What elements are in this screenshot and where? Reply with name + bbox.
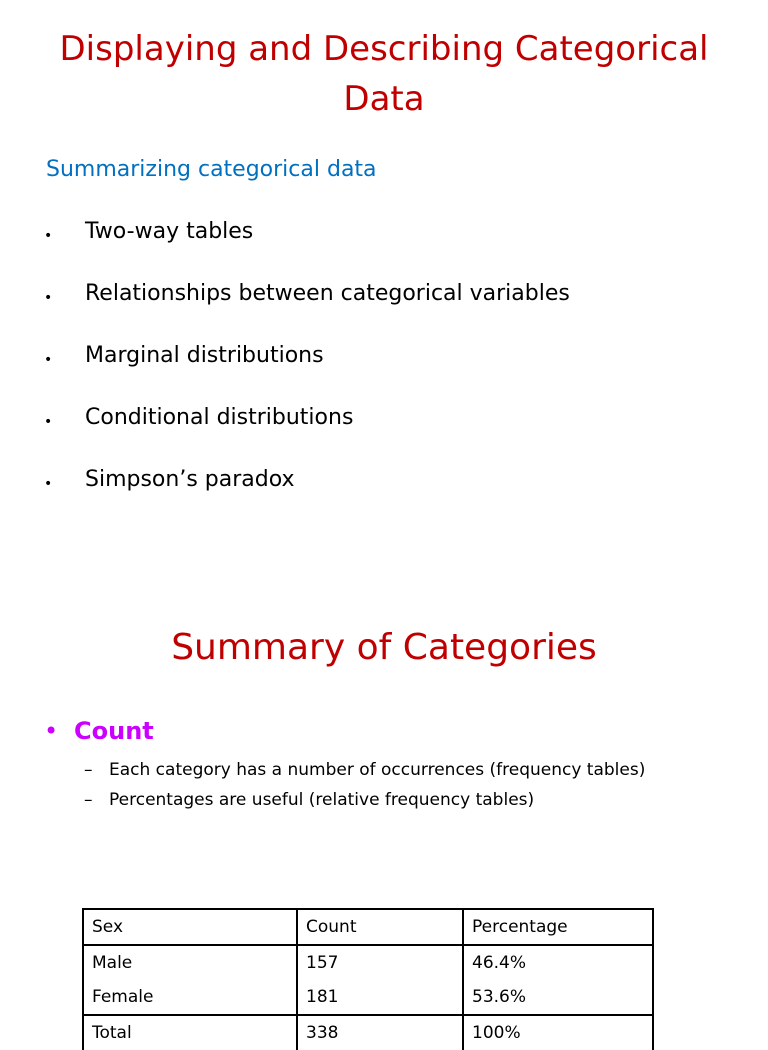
bullet-icon: •: [44, 476, 53, 492]
bullet-icon: •: [44, 414, 53, 430]
frequency-table: [82, 908, 654, 1050]
table-cell: 100%: [463, 1015, 653, 1050]
bullet-icon: •: [44, 352, 53, 368]
list-item-text: Conditional distributions: [85, 405, 354, 430]
header-sex: Sex: [83, 909, 297, 945]
table-row: [83, 980, 653, 1015]
table-cell: 157: [297, 945, 463, 980]
list-item-text: Percentages are useful (relative frequency tables): [109, 790, 535, 810]
table-header-row: [83, 909, 653, 945]
sub-bullet-list: [0, 755, 768, 815]
header-percentage: Percentage: [463, 909, 653, 945]
list-item: [0, 755, 768, 785]
list-item-text: Relationships between categorical variables: [85, 281, 570, 306]
slide-subheading: Summarizing categorical data: [46, 157, 377, 182]
topic-list: [0, 214, 768, 524]
table-cell: 338: [297, 1015, 463, 1050]
table-cell: 53.6%: [463, 980, 653, 1015]
dash-icon: –: [84, 790, 93, 810]
list-item: [0, 214, 768, 276]
list-item-text: Simpson’s paradox: [85, 467, 295, 492]
slide-title: Displaying and Describing Categorical Data: [59, 29, 709, 119]
table-cell: 46.4%: [463, 945, 653, 980]
count-label: Count: [74, 717, 154, 745]
slide-title: Summary of Categories: [171, 627, 597, 668]
count-bullet: [44, 713, 154, 749]
list-item: [0, 338, 768, 400]
table-row: [83, 1015, 653, 1050]
list-item: [0, 785, 768, 815]
bullet-icon: •: [44, 717, 59, 745]
header-count: Count: [297, 909, 463, 945]
bullet-icon: •: [44, 228, 53, 244]
table-row: [83, 945, 653, 980]
dash-icon: –: [84, 760, 93, 780]
list-item: [0, 400, 768, 462]
table-cell: 181: [297, 980, 463, 1015]
list-item-text: Each category has a number of occurrences (frequency tables): [109, 760, 646, 780]
table-cell: Male: [83, 945, 297, 980]
table-cell: Female: [83, 980, 297, 1015]
list-item-text: Marginal distributions: [85, 343, 324, 368]
slide-summary-of-categories: [0, 560, 768, 1043]
bullet-icon: •: [44, 290, 53, 306]
list-item: [0, 462, 768, 524]
table-cell: Total: [83, 1015, 297, 1050]
list-item-text: Two-way tables: [85, 219, 254, 244]
list-item: [0, 276, 768, 338]
